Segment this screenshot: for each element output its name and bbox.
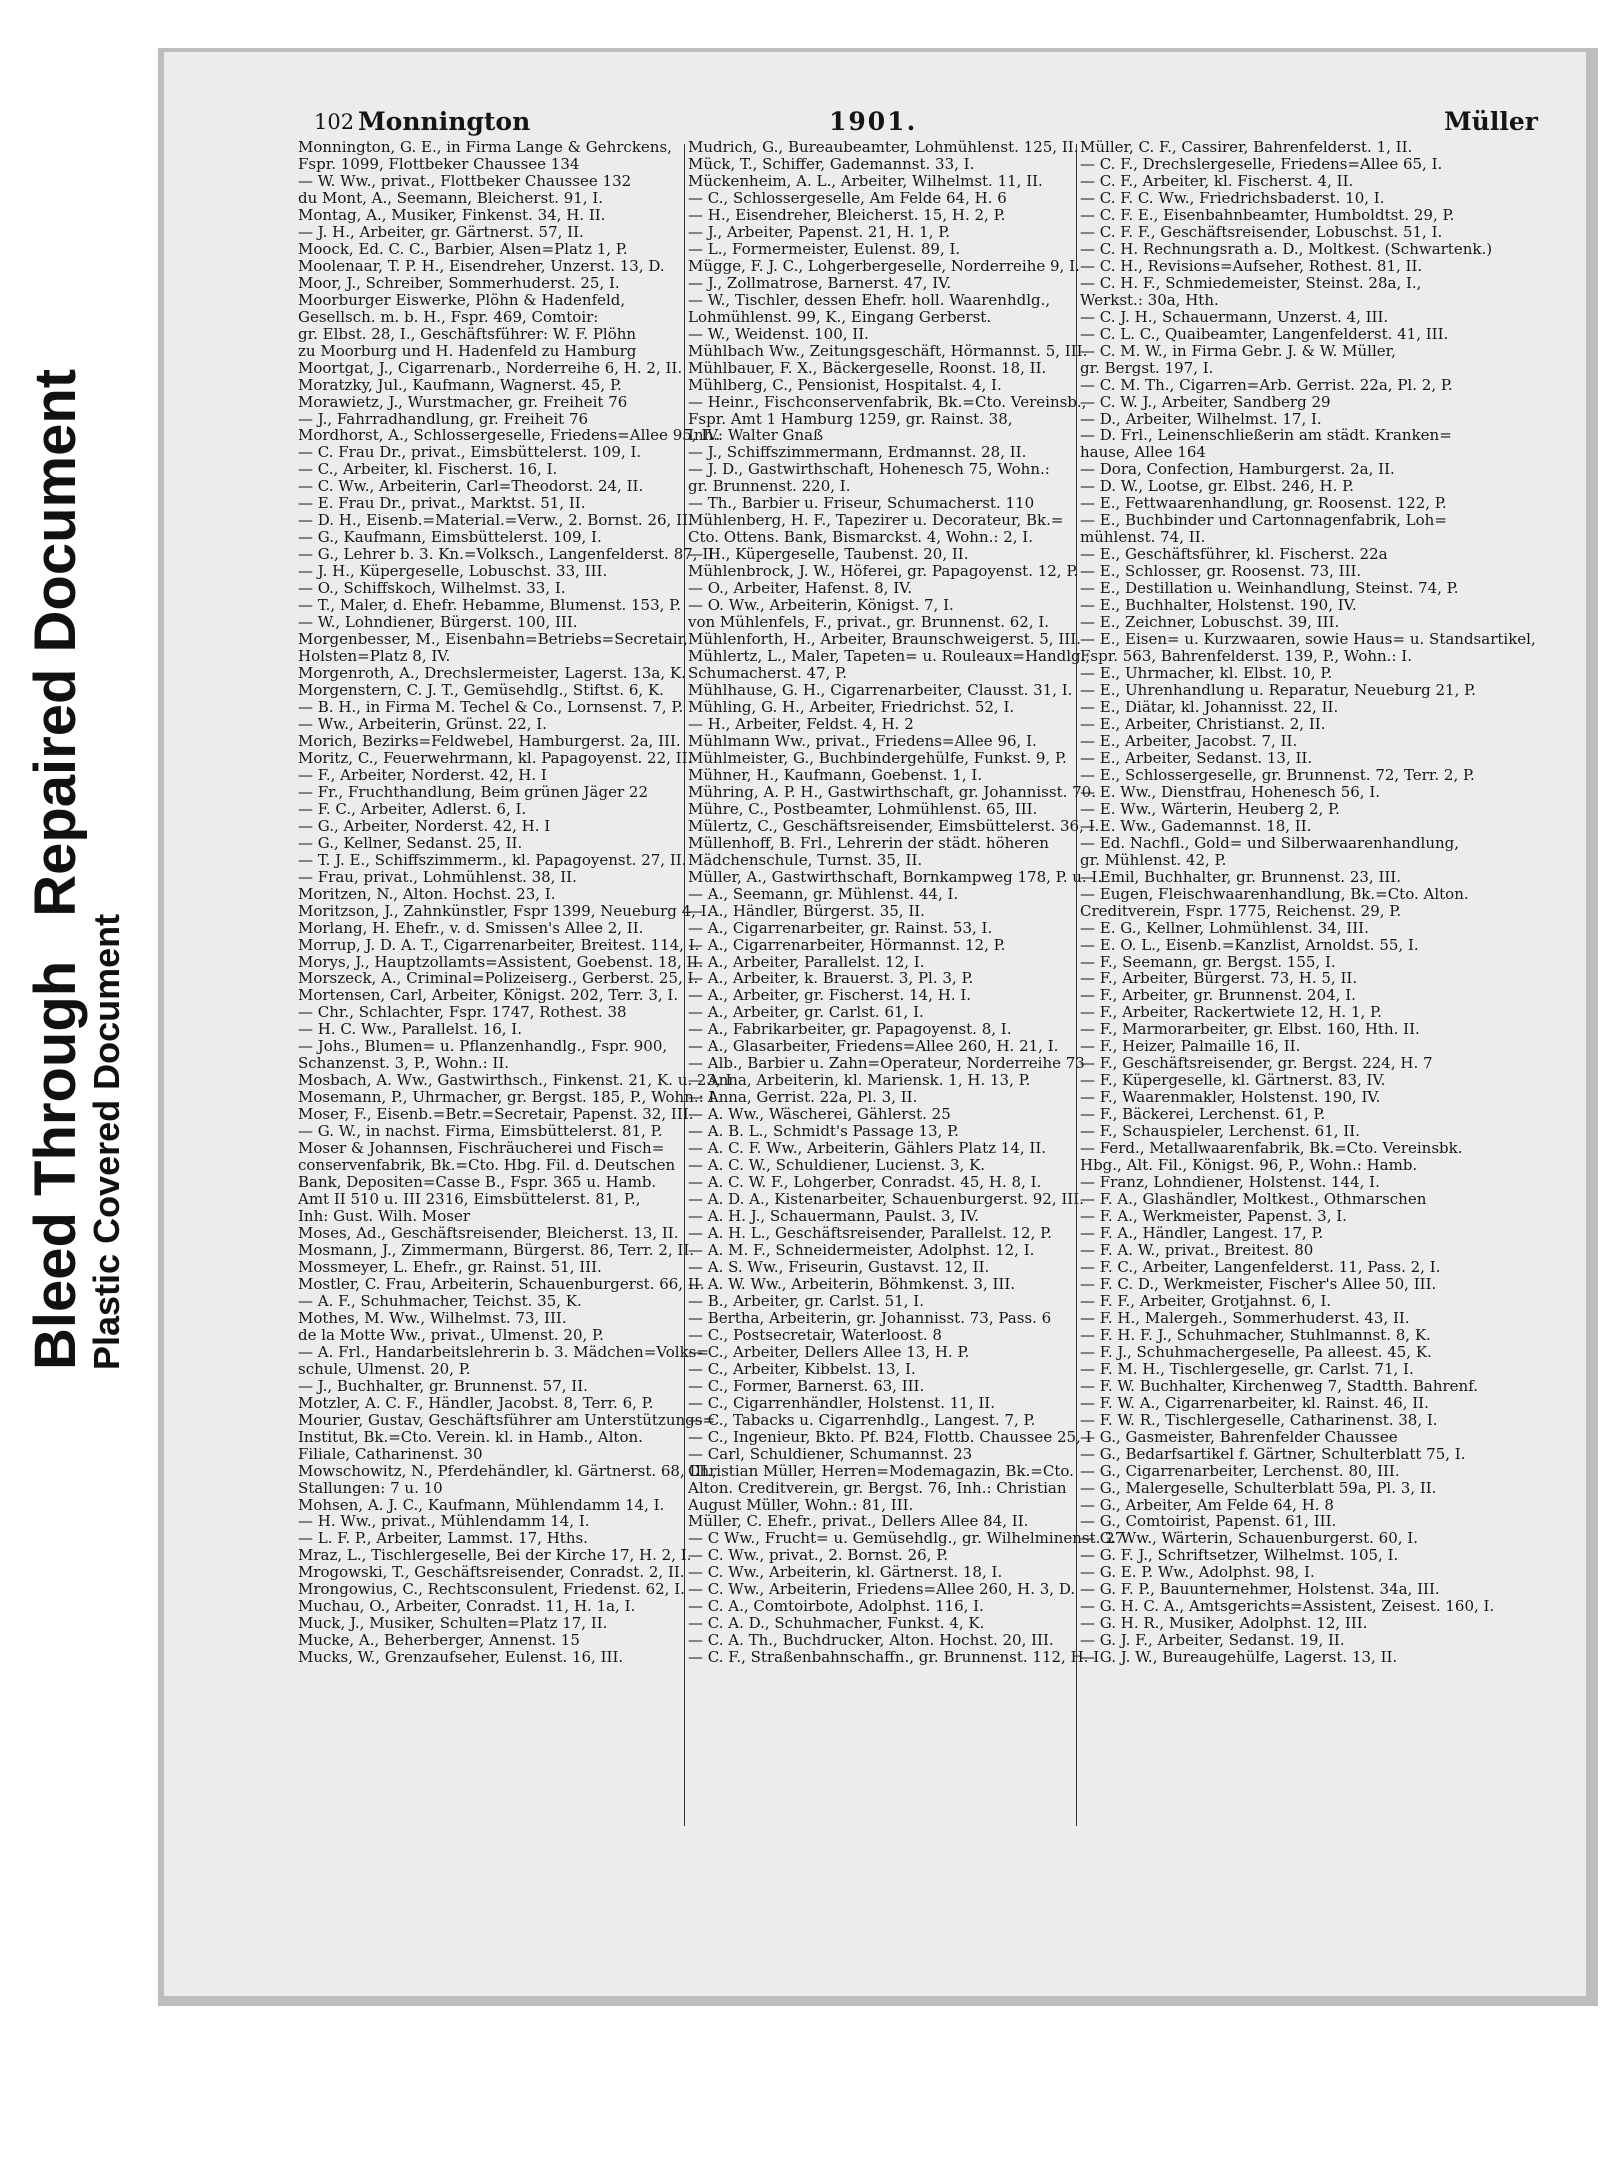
directory-entry: Mühring, A. P. H., Gastwirthschaft, gr. Johannisst. 70.	[688, 782, 1096, 801]
directory-entry: — F. A., Werkmeister, Papenst. 3, I.	[1080, 1207, 1347, 1226]
directory-entry: Amt II 510 u. III 2316, Eimsbüttelerst. 81, P.,	[298, 1190, 641, 1209]
directory-entry: — W., Weidenst. 100, II.	[688, 324, 869, 343]
directory-entry: — A., Arbeiter, Parallelst. 12, I.	[688, 952, 925, 971]
directory-entry: gr. Brunnenst. 220, I.	[688, 477, 851, 496]
directory-entry: — L., Formermeister, Eulenst. 89, I.	[688, 239, 961, 258]
directory-entry: — E., Buchbinder und Cartonnagenfabrik, Loh=	[1080, 511, 1447, 530]
directory-entry: Mädchenschule, Turnst. 35, II.	[688, 850, 923, 869]
directory-entry: — C., Schlossergeselle, Am Felde 64, H. 6	[688, 188, 1007, 207]
directory-entry: Moritz, C., Feuerwehrmann, kl. Papagoyenst. 22, II.	[298, 748, 693, 767]
directory-entry: — F. C., Arbeiter, Adlerst. 6, I.	[298, 799, 527, 818]
side-labels	[0, 0, 150, 2177]
directory-entry: — L. F. P., Arbeiter, Lammst. 17, Hths.	[298, 1529, 588, 1548]
directory-entry: — O. Ww., Arbeiterin, Königst. 7, I.	[688, 596, 954, 615]
directory-entry: Mühling, G. H., Arbeiter, Friedrichst. 52, I.	[688, 697, 1015, 716]
directory-entry: — O., Arbeiter, Hafenst. 8, IV.	[688, 579, 913, 598]
directory-entry: — F., Arbeiter, Bürgerst. 73, H. 5, II.	[1080, 969, 1358, 988]
directory-entry: Holsten=Platz 8, IV.	[298, 647, 451, 666]
directory-entry: Creditverein, Fspr. 1775, Reichenst. 29, P.	[1080, 901, 1402, 920]
directory-entry: Mossmeyer, L. Ehefr., gr. Rainst. 51, III.	[298, 1257, 602, 1276]
directory-entry: — F. M. H., Tischlergeselle, gr. Carlst. 71, I.	[1080, 1359, 1414, 1378]
directory-entry: — E., Arbeiter, Sedanst. 13, II.	[1080, 748, 1313, 767]
directory-entry: Moorburger Eiswerke, Plöhn & Hadenfeld,	[298, 290, 626, 309]
directory-entry: — Johs., Blumen= u. Pflanzenhandlg., Fspr. 900,	[298, 1037, 668, 1056]
directory-entry: — A., Arbeiter, gr. Fischerst. 14, H. I.	[688, 986, 972, 1005]
directory-entry: — G. H. C. A., Amtsgerichts=Assistent, Zeisest. 160, I.	[1080, 1597, 1495, 1616]
directory-entry: — C. A. D., Schuhmacher, Funkst. 4, K.	[688, 1614, 985, 1633]
directory-entry: — C. Ww., Arbeiterin, kl. Gärtnerst. 18, I.	[688, 1563, 1003, 1582]
directory-entry: Mückenheim, A. L., Arbeiter, Wilhelmst. 11, II.	[688, 171, 1043, 190]
directory-entry: Mühlenforth, H., Arbeiter, Braunschweigerst. 5, III.	[688, 630, 1081, 649]
directory-entry: Montag, A., Musiker, Finkenst. 34, H. II.	[298, 205, 606, 224]
directory-entry: gr. Mühlenst. 42, P.	[1080, 850, 1227, 869]
directory-entry: — C., Tabacks u. Cigarrenhdlg., Langest. 7, P.	[688, 1410, 1036, 1429]
directory-entry: Mügge, F. J. C., Lohgerbergeselle, Norderreihe 9, I.	[688, 256, 1080, 275]
directory-column-3	[1080, 138, 1536, 1667]
directory-entry: — W. Ww., privat., Flottbeker Chaussee 132	[298, 171, 632, 190]
directory-entry: Morys, J., Hauptzollamts=Assistent, Goebenst. 18, II.	[298, 952, 704, 971]
directory-entry: Moor, J., Schreiber, Sommerhuderst. 25, I.	[298, 273, 620, 292]
directory-entry: Moser, F., Eisenb.=Betr.=Secretair, Papenst. 32, III.	[298, 1105, 694, 1124]
directory-entry: Mülertz, C., Geschäftsreisender, Eimsbüttelerst. 36, I.	[688, 816, 1100, 835]
directory-entry: Mostler, C. Frau, Arbeiterin, Schauenburgerst. 66, II.	[298, 1274, 705, 1293]
directory-entry: Mühlmeister, G., Buchbindergehülfe, Funkst. 9, P.	[688, 748, 1067, 767]
directory-entry: — E., Uhrenhandlung u. Reparatur, Neueburg 21, P.	[1080, 681, 1476, 699]
directory-entry: — Eugen, Fleischwaarenhandlung, Bk.=Cto. Alton.	[1080, 884, 1469, 903]
directory-entry: Alton. Creditverein, gr. Bergst. 76, Inh.: Christian	[688, 1478, 1067, 1497]
directory-entry: Cto. Ottens. Bank, Bismarckst. 4, Wohn.: 2, I.	[688, 528, 1033, 547]
directory-entry: — F. C. D., Werkmeister, Fischer's Allee 50, III.	[1080, 1274, 1437, 1293]
directory-entry: — A. B. L., Schmidt's Passage 13, P.	[688, 1122, 959, 1141]
directory-entry: du Mont, A., Seemann, Bleicherst. 91, I.	[298, 188, 604, 207]
directory-entry: — H., Küpergeselle, Taubenst. 20, II.	[688, 545, 969, 564]
directory-entry: — G. F. P., Bauunternehmer, Holstenst. 34a, III.	[1080, 1580, 1440, 1599]
directory-entry: — A., Cigarrenarbeiter, Hörmannst. 12, P.	[688, 935, 1006, 954]
directory-entry: mühlenst. 74, II.	[1080, 528, 1206, 547]
directory-entry: — A. Frl., Handarbeitslehrerin b. 3. Mädchen=Volks=	[298, 1342, 709, 1361]
directory-entry: Fspr. 1099, Flottbeker Chaussee 134	[298, 154, 580, 173]
directory-entry: Morlang, H. Ehefr., v. d. Smissen's Allee 2, II.	[298, 918, 644, 937]
directory-entry: — G. Ww., Wärterin, Schauenburgerst. 60, I.	[1080, 1529, 1418, 1548]
directory-entry: — C. L. C., Quaibeamter, Langenfelderst. 41, III.	[1080, 324, 1449, 343]
directory-entry: Morawietz, J., Wurstmacher, gr. Freiheit 76	[298, 392, 628, 411]
directory-entry: — A. Ww., Wäscherei, Gählerst. 25	[688, 1105, 951, 1124]
directory-entry: — C. F. E., Eisenbahnbeamter, Humboldtst. 29, P.	[1080, 205, 1455, 224]
directory-entry: Mühner, H., Kaufmann, Goebenst. 1, I.	[688, 765, 983, 784]
directory-entry: — A. C. W., Schuldiener, Lucienst. 3, K.	[688, 1156, 986, 1175]
directory-entry: — D. W., Lootse, gr. Elbst. 246, H. P.	[1080, 477, 1354, 496]
directory-entry: — C. H. F., Schmiedemeister, Steinst. 28a, I.,	[1080, 273, 1422, 292]
directory-entry: — A. H. J., Schauermann, Paulst. 3, IV.	[688, 1207, 979, 1226]
directory-entry: — F. H. F. J., Schuhmacher, Stuhlmannst. 8, K.	[1080, 1325, 1431, 1344]
directory-entry: — J. H., Arbeiter, gr. Gärtnerst. 57, II.	[298, 222, 584, 241]
directory-entry: — J., Buchhalter, gr. Brunnenst. 57, II.	[298, 1376, 588, 1395]
directory-entry: Monnington, G. E., in Firma Lange & Gehrckens,	[298, 138, 672, 156]
directory-entry: — E., Uhrmacher, kl. Elbst. 10, P.	[1080, 664, 1333, 683]
directory-entry: — C., Ingenieur, Bkto. Pf. B24, Flottb. Chaussee 25, I	[688, 1427, 1092, 1446]
directory-entry: Mohsen, A. J. C., Kaufmann, Mühlendamm 14, I.	[298, 1495, 665, 1514]
directory-entry: — G., Arbeiter, Am Felde 64, H. 8	[1080, 1495, 1334, 1514]
directory-entry: Inh: Gust. Wilh. Moser	[298, 1207, 471, 1226]
directory-entry: Morgenstern, C. J. T., Gemüsehdlg., Stiftst. 6, K.	[298, 681, 664, 699]
directory-entry: Fspr. 563, Bahrenfelderst. 139, P., Wohn.: I.	[1080, 647, 1412, 666]
directory-entry: — F., Geschäftsreisender, gr. Bergst. 224, H. 7	[1080, 1054, 1433, 1073]
directory-entry: Schumacherst. 47, P.	[688, 664, 847, 683]
directory-entry: — C., Arbeiter, kl. Fischerst. 16, I.	[298, 460, 558, 479]
directory-entry: — E. Ww., Gademannst. 18, II.	[1080, 816, 1312, 835]
directory-entry: — Ferd., Metallwaarenfabrik, Bk.=Cto. Vereinsbk.	[1080, 1139, 1463, 1158]
directory-entry: — E., Zeichner, Lobuschst. 39, III.	[1080, 613, 1340, 632]
directory-entry: — A. S. Ww., Friseurin, Gustavst. 12, II.	[688, 1257, 990, 1276]
directory-entry: — F., Arbeiter, gr. Brunnenst. 204, I.	[1080, 986, 1356, 1005]
directory-entry: — C. J. H., Schauermann, Unzerst. 4, III.	[1080, 307, 1389, 326]
directory-entry: — C. F., Arbeiter, kl. Fischerst. 4, II.	[1080, 171, 1354, 190]
directory-entry: — E., Buchhalter, Holstenst. 190, IV.	[1080, 596, 1357, 615]
directory-entry: Morgenbesser, M., Eisenbahn=Betriebs=Secretair,	[298, 630, 688, 649]
directory-entry: — F., Schauspieler, Lerchenst. 61, II.	[1080, 1122, 1360, 1141]
directory-entry: Stallungen: 7 u. 10	[298, 1478, 443, 1497]
directory-entry: — B. H., in Firma M. Techel & Co., Lornsenst. 7, P.	[298, 697, 684, 716]
directory-entry: — G. F. J., Schriftsetzer, Wilhelmst. 105, I.	[1080, 1546, 1399, 1565]
directory-entry: — D. H., Eisenb.=Material.=Verw., 2. Bornst. 26, II.	[298, 511, 693, 530]
directory-entry: Inh.: Walter Gnaß	[688, 426, 824, 445]
directory-entry: Morgenroth, A., Drechslermeister, Lagerst. 13a, K.	[298, 664, 686, 683]
directory-entry: — Ed. Nachfl., Gold= und Silberwaarenhandlung,	[1080, 833, 1460, 852]
directory-entry: Moser & Johannsen, Fischräucherei und Fisch=	[298, 1139, 665, 1158]
directory-entry: — C. Ww., privat., 2. Bornst. 26, P.	[688, 1546, 949, 1565]
directory-entry: — E. Ww., Dienstfrau, Hohenesch 56, I.	[1080, 782, 1381, 801]
directory-entry: — B., Arbeiter, gr. Carlst. 51, I.	[688, 1291, 924, 1310]
directory-entry: — C. A., Comtoirbote, Adolphst. 116, I.	[688, 1597, 984, 1616]
directory-entry: Mück, T., Schiffer, Gademannst. 33, I.	[688, 154, 975, 173]
directory-entry: — Fr., Fruchthandlung, Beim grünen Jäger 22	[298, 782, 649, 801]
directory-entry: — G. E. P. Ww., Adolphst. 98, I.	[1080, 1563, 1315, 1582]
repaired-document-label: Repaired Document	[23, 368, 88, 917]
directory-entry: — H. C. Ww., Parallelst. 16, I.	[298, 1020, 522, 1039]
directory-entry: — A. W. Ww., Arbeiterin, Böhmkenst. 3, III.	[688, 1274, 1016, 1293]
directory-entry: — F., Arbeiter, Rackertwiete 12, H. 1, P.	[1080, 1003, 1382, 1022]
directory-entry: — C., Former, Barnerst. 63, III.	[688, 1376, 925, 1395]
directory-entry: — G., Kaufmann, Eimsbüttelerst. 109, I.	[298, 528, 602, 547]
directory-entry: — T. J. E., Schiffszimmerm., kl. Papagoyenst. 27, II.	[298, 850, 687, 869]
directory-entry: — D. Frl., Leinenschließerin am städt. Kranken=	[1080, 426, 1452, 445]
directory-entry: — C. F. F., Geschäftsreisender, Lobuschst. 51, I.	[1080, 222, 1443, 241]
directory-entry: Filiale, Catharinenst. 30	[298, 1444, 483, 1463]
directory-entry: — E., Diätar, kl. Johannisst. 22, II.	[1080, 697, 1339, 716]
directory-entry: — Chr., Schlachter, Fspr. 1747, Rothest. 38	[298, 1003, 627, 1022]
directory-entry: — F. W. Buchhalter, Kirchenweg 7, Stadtth. Bahrenf.	[1080, 1376, 1478, 1395]
directory-entry: Muck, J., Musiker, Schulten=Platz 17, II.	[298, 1614, 608, 1633]
directory-entry: Müllenhoff, B. Frl., Lehrerin der städt. höheren	[688, 833, 1049, 852]
directory-entry: — Ww., Arbeiterin, Grünst. 22, I.	[298, 714, 547, 733]
directory-entry: Mühlberg, C., Pensionist, Hospitalst. 4, I.	[688, 375, 1002, 394]
directory-entry: Mucke, A., Beherberger, Annenst. 15	[298, 1631, 580, 1650]
directory-entry: — F. A. W., privat., Breitest. 80	[1080, 1240, 1314, 1259]
directory-entry: — C., Arbeiter, Dellers Allee 13, H. P.	[688, 1342, 970, 1361]
directory-entry: — W., Lohndiener, Bürgerst. 100, III.	[298, 613, 578, 632]
directory-entry: — A. H. L., Geschäftsreisender, Parallelst. 12, P.	[688, 1224, 1052, 1242]
directory-entry: — J., Schiffszimmermann, Erdmannst. 28, II.	[688, 443, 1027, 462]
directory-entry: — H., Eisendreher, Bleicherst. 15, H. 2, P.	[688, 205, 1006, 224]
directory-entry: — C Ww., Frucht= u. Gemüsehdlg., gr. Wilhelminenst. 27	[688, 1529, 1125, 1548]
directory-entry: Mühlertz, L., Maler, Tapeten= u. Rouleaux=Handlg.,	[688, 647, 1091, 666]
directory-entry: — W., Tischler, dessen Ehefr. holl. Waarenhdlg.,	[688, 290, 1051, 309]
directory-entry: — G., Kellner, Sedanst. 25, II.	[298, 833, 523, 852]
directory-entry: Mühlbach Ww., Zeitungsgeschäft, Hörmannst. 5, III.	[688, 341, 1088, 360]
directory-entry: conservenfabrik, Bk.=Cto. Hbg. Fil. d. Deutschen	[298, 1156, 676, 1175]
directory-entry: — J., Fahrradhandlung, gr. Freiheit 76	[298, 409, 589, 428]
directory-entry: Mühlbauer, F. X., Bäckergeselle, Roonst. 18, II.	[688, 358, 1047, 377]
directory-entry: — Anna, Arbeiterin, kl. Mariensk. 1, H. 13, P.	[688, 1071, 1031, 1090]
directory-entry: — C. Frau Dr., privat., Eimsbüttelerst. 109, I.	[298, 443, 642, 462]
directory-entry: August Müller, Wohn.: 81, III.	[688, 1495, 914, 1514]
directory-entry: — F., Küpergeselle, kl. Gärtnerst. 83, IV.	[1080, 1071, 1386, 1090]
directory-entry: — J. H., Küpergeselle, Lobuschst. 33, III.	[298, 562, 608, 581]
directory-entry: Morszeck, A., Criminal=Polizeiserg., Gerberst. 25, I.	[298, 969, 699, 988]
directory-entry: — F., Marmorarbeiter, gr. Elbst. 160, Hth. II.	[1080, 1020, 1420, 1039]
directory-entry: — J. D., Gastwirthschaft, Hohenesch 75, Wohn.:	[688, 460, 1050, 479]
directory-entry: — C. M. Th., Cigarren=Arb. Gerrist. 22a, Pl. 2, P.	[1080, 375, 1453, 394]
directory-column-2	[688, 138, 1125, 1667]
page-number: 102	[314, 110, 355, 134]
directory-entry: Moratzky, Jul., Kaufmann, Wagnerst. 45, P.	[298, 375, 622, 394]
directory-entry: — Dora, Confection, Hamburgerst. 2a, II.	[1080, 460, 1395, 479]
directory-entry: — F. W. R., Tischlergeselle, Catharinenst. 38, I.	[1080, 1410, 1438, 1429]
directory-entry: — G., Gasmeister, Bahrenfelder Chaussee	[1080, 1427, 1398, 1446]
directory-entry: — C. H., Revisions=Aufseher, Rothest. 81, II.	[1080, 256, 1423, 275]
directory-entry: — A., Cigarrenarbeiter, gr. Rainst. 53, I.	[688, 918, 993, 937]
directory-entry: — J., Arbeiter, Papenst. 21, H. 1, P.	[688, 222, 951, 241]
directory-entry: — C. F. C. Ww., Friedrichsbaderst. 10, I.	[1080, 188, 1385, 207]
directory-entry: — G., Malergeselle, Schulterblatt 59a, Pl. 3, II.	[1080, 1478, 1437, 1497]
directory-entry: — Th., Barbier u. Friseur, Schumacherst. 110	[688, 494, 1035, 513]
directory-entry: — G., Cigarrenarbeiter, Lerchenst. 80, III.	[1080, 1461, 1400, 1480]
directory-entry: — A. M. F., Schneidermeister, Adolphst. 12, I.	[688, 1240, 1035, 1259]
directory-entry: Gesellsch. m. b. H., Fspr. 469, Comtoir:	[298, 307, 599, 326]
directory-entry: — C. Ww., Arbeiterin, Friedens=Allee 260, H. 3, D.	[688, 1580, 1076, 1599]
directory-entry: Lohmühlenst. 99, K., Eingang Gerberst.	[688, 307, 992, 326]
directory-entry: Mühlhause, G. H., Cigarrenarbeiter, Clausst. 31, I.	[688, 681, 1073, 699]
directory-entry: Müller, C. F., Cassirer, Bahrenfelderst. 1, II.	[1080, 138, 1413, 156]
directory-entry: Moortgat, J., Cigarrenarb., Norderreihe 6, H. 2, II.	[298, 358, 683, 377]
directory-entry: — G., Comtoirist, Papenst. 61, III.	[1080, 1512, 1337, 1531]
directory-entry: Morich, Bezirks=Feldwebel, Hamburgerst. 2a, III.	[298, 731, 681, 750]
directory-entry: — Carl, Schuldiener, Schumannst. 23	[688, 1444, 973, 1463]
directory-entry: Christian Müller, Herren=Modemagazin, Bk.=Cto.	[688, 1461, 1074, 1480]
directory-entry: — F. A., Händler, Langest. 17, P.	[1080, 1224, 1324, 1242]
directory-entry: — A. C. W. F., Lohgerber, Conradst. 45, H. 8, I.	[688, 1173, 1042, 1192]
directory-entry: — A., Arbeiter, k. Brauerst. 3, Pl. 3, P.	[688, 969, 974, 988]
directory-entry: Mothes, M. Ww., Wilhelmst. 73, III.	[298, 1308, 567, 1327]
directory-entry: — A. D. A., Kistenarbeiter, Schauenburgerst. 92, III.	[688, 1190, 1084, 1209]
directory-entry: — F. A., Glashändler, Moltkest., Othmarschen	[1080, 1190, 1427, 1209]
directory-entry: — Bertha, Arbeiterin, gr. Johannisst. 73, Pass. 6	[688, 1308, 1052, 1327]
directory-entry: Mortensen, Carl, Arbeiter, Königst. 202, Terr. 3, I.	[298, 986, 679, 1005]
directory-entry: — O., Schiffskoch, Wilhelmst. 33, I.	[298, 579, 566, 598]
directory-entry: — Anna, Gerrist. 22a, Pl. 3, II.	[688, 1088, 918, 1107]
directory-entry: — G. J. F., Arbeiter, Sedanst. 19, II.	[1080, 1631, 1345, 1650]
directory-entry: — C., Arbeiter, Kibbelst. 13, I.	[688, 1359, 916, 1378]
directory-entry: Hbg., Alt. Fil., Königst. 96, P., Wohn.: Hamb.	[1080, 1156, 1418, 1175]
directory-entry: — F. F., Arbeiter, Grotjahnst. 6, I.	[1080, 1291, 1332, 1310]
directory-entry: Moolenaar, T. P. H., Eisendreher, Unzerst. 13, D.	[298, 256, 665, 275]
directory-entry: Müller, A., Gastwirthschaft, Bornkampweg 178, P. u. I.	[688, 867, 1103, 886]
directory-entry: — E. G., Kellner, Lohmühlenst. 34, III.	[1080, 918, 1369, 937]
directory-entry: — A., Glasarbeiter, Friedens=Allee 260, H. 21, I.	[688, 1037, 1059, 1056]
directory-entry: Mucks, W., Grenzaufseher, Eulenst. 16, III.	[298, 1648, 624, 1667]
page-bottom-margin	[150, 2006, 1600, 2177]
directory-entry: — E., Geschäftsführer, kl. Fischerst. 22a	[1080, 545, 1388, 564]
directory-entry: — F., Waarenmakler, Holstenst. 190, IV.	[1080, 1088, 1381, 1107]
directory-entry: — F. W. A., Cigarrenarbeiter, kl. Rainst. 46, II.	[1080, 1393, 1429, 1412]
directory-entry: Mourier, Gustav, Geschäftsführer am Unterstützungs=	[298, 1410, 716, 1429]
directory-entry: — E., Schlossergeselle, gr. Brunnenst. 72, Terr. 2, P.	[1080, 765, 1475, 784]
directory-entry: — F., Bäckerei, Lerchenst. 61, P.	[1080, 1105, 1326, 1124]
directory-entry: — D., Arbeiter, Wilhelmst. 17, I.	[1080, 409, 1322, 428]
directory-entry: Müller, C. Ehefr., privat., Dellers Allee 84, II.	[688, 1512, 1029, 1531]
directory-entry: — C. F., Straßenbahnschaffn., gr. Brunnenst. 112, H. I	[688, 1648, 1100, 1667]
directory-entry: — E. Ww., Wärterin, Heuberg 2, P.	[1080, 799, 1340, 818]
directory-entry: — G., Lehrer b. 3. Kn.=Volksch., Langenfelderst. 87, II	[298, 545, 715, 564]
directory-entry: — E., Fettwaarenhandlung, gr. Roosenst. 122, P.	[1080, 494, 1447, 513]
directory-entry: — A. C. F. Ww., Arbeiterin, Gählers Platz 14, II.	[688, 1139, 1047, 1158]
directory-entry: — E. Frau Dr., privat., Marktst. 51, II.	[298, 494, 586, 513]
directory-entry: — F. J., Schuhmachergeselle, Pa alleest. 45, K.	[1080, 1342, 1432, 1361]
directory-entry: zu Moorburg und H. Hadenfeld zu Hamburg	[298, 341, 637, 360]
directory-entry: Moritzson, J., Zahnkünstler, Fspr 1399, Neueburg 4, I.	[298, 901, 712, 920]
directory-entry: — G., Arbeiter, Norderst. 42, H. I	[298, 816, 551, 835]
directory-entry: Mraz, L., Tischlergeselle, Bei der Kirche 17, H. 2, I.	[298, 1546, 692, 1565]
directory-entry: hause, Allee 164	[1080, 443, 1206, 462]
directory-entry: — H. Ww., privat., Mühlendamm 14, I.	[298, 1512, 590, 1531]
directory-entry: — C. H. Rechnungsrath a. D., Moltkest. (Schwartenk.)	[1080, 239, 1493, 258]
directory-entry: — E., Schlosser, gr. Roosenst. 73, III.	[1080, 562, 1362, 581]
directory-entry: — A. F., Schuhmacher, Teichst. 35, K.	[298, 1291, 582, 1310]
directory-column-1	[298, 138, 732, 1667]
directory-entry: — Frau, privat., Lohmühlenst. 38, II.	[298, 867, 577, 886]
directory-entry: — G. W., in nachst. Firma, Eimsbüttelerst. 81, P.	[298, 1122, 663, 1141]
header-right-keyword: Müller	[1444, 107, 1538, 136]
directory-entry: Bank, Depositen=Casse B., Fspr. 365 u. Hamb.	[298, 1173, 657, 1192]
directory-entry: — C. M. W., in Firma Gebr. J. & W. Müller,	[1080, 341, 1396, 360]
directory-entry: Institut, Bk.=Cto. Verein. kl. in Hamb., Alton.	[298, 1427, 643, 1446]
directory-entry: Fspr. Amt 1 Hamburg 1259, gr. Rainst. 38,	[688, 409, 1013, 428]
directory-entry: — J., Zollmatrose, Barnerst. 47, IV.	[688, 273, 952, 292]
directory-entry: — Alb., Barbier u. Zahn=Operateur, Norderreihe 73	[688, 1054, 1085, 1073]
directory-entry: — E. O. L., Eisenb.=Kanzlist, Arnoldst. 55, I.	[1080, 935, 1419, 954]
directory-entry: Mühlmann Ww., privat., Friedens=Allee 96, I.	[688, 731, 1037, 750]
directory-entry: de la Motte Ww., privat., Ulmenst. 20, P.	[298, 1325, 604, 1344]
directory-entry: gr. Bergst. 197, I.	[1080, 358, 1214, 377]
directory-entry: — G., Bedarfsartikel f. Gärtner, Schulterblatt 75, I.	[1080, 1444, 1466, 1463]
directory-entry: Mosbach, A. Ww., Gastwirthsch., Finkenst. 21, K. u. 23, I	[298, 1071, 732, 1090]
directory-entry: Muchau, O., Arbeiter, Conradst. 11, H. 1a, I.	[298, 1597, 636, 1616]
directory-entry: Mordhorst, A., Schlossergeselle, Friedens=Allee 95, IV.	[298, 426, 721, 445]
directory-entry: Mrogowski, T., Geschäftsreisender, Conradst. 2, II.	[298, 1563, 685, 1582]
directory-entry: Motzler, A. C. F., Händler, Jacobst. 8, Terr. 6, P.	[298, 1393, 654, 1412]
directory-entry: — A., Fabrikarbeiter, gr. Papagoyenst. 8, I.	[688, 1020, 1012, 1039]
directory-entry: — C., Cigarrenhändler, Holstenst. 11, II.	[688, 1393, 995, 1412]
directory-entry: — F., Heizer, Palmaille 16, II.	[1080, 1037, 1301, 1056]
directory-entry: Werkst.: 30a, Hth.	[1080, 290, 1219, 309]
directory-entry: von Mühlenfels, F., privat., gr. Brunnenst. 62, I.	[688, 613, 1050, 632]
directory-entry: Mudrich, G., Bureaubeamter, Lohmühlenst. 125, II.	[688, 138, 1079, 156]
directory-entry: — C. Ww., Arbeiterin, Carl=Theodorst. 24, II.	[298, 477, 644, 496]
directory-entry: — E., Eisen= u. Kurzwaaren, sowie Haus= u. Standsartikel,	[1080, 630, 1536, 649]
directory-entry: — E., Arbeiter, Jacobst. 7, II.	[1080, 731, 1298, 750]
directory-entry: Mrongowius, C., Rechtsconsulent, Friedenst. 62, I.	[298, 1580, 685, 1599]
directory-entry: — E., Arbeiter, Christianst. 2, II.	[1080, 714, 1326, 733]
directory-entry: — A., Arbeiter, gr. Carlst. 61, I.	[688, 1003, 924, 1022]
directory-entry: — F. H., Malergeh., Sommerhuderst. 43, II.	[1080, 1308, 1410, 1327]
directory-entry: — H., Arbeiter, Feldst. 4, H. 2	[688, 714, 914, 733]
directory-entry: schule, Ulmenst. 20, P.	[298, 1359, 471, 1378]
directory-entry: — C. W. J., Arbeiter, Sandberg 29	[1080, 392, 1331, 411]
directory-entry: Moock, Ed. C. C., Barbier, Alsen=Platz 1, P.	[298, 239, 628, 258]
directory-entry: Mühre, C., Postbeamter, Lohmühlenst. 65, III.	[688, 799, 1038, 818]
directory-entry: Moses, Ad., Geschäftsreisender, Bleicherst. 13, II.	[298, 1224, 679, 1242]
directory-entry: — E., Destillation u. Weinhandlung, Steinst. 74, P.	[1080, 579, 1459, 598]
directory-entry: gr. Elbst. 28, I., Geschäftsführer: W. F. Plöhn	[298, 324, 637, 343]
directory-entry: Mosemann, P., Uhrmacher, gr. Bergst. 185, P., Wohn.: I	[298, 1088, 715, 1107]
directory-entry: — A., Händler, Bürgerst. 35, II.	[688, 901, 925, 920]
bleed-through-label: Bleed Through	[23, 960, 88, 1370]
directory-entry: Mosmann, J., Zimmermann, Bürgerst. 86, Terr. 2, II.	[298, 1240, 695, 1259]
directory-entry: — F., Seemann, gr. Bergst. 155, I.	[1080, 952, 1336, 971]
directory-entry: — Heinr., Fischconservenfabrik, Bk.=Cto. Vereinsb.,	[688, 392, 1087, 411]
directory-entry: Mühlenberg, H. F., Tapezirer u. Decorateur, Bk.=	[688, 511, 1064, 530]
directory-entry: — C., Postsecretair, Waterloost. 8	[688, 1325, 942, 1344]
directory-entry: Morrup, J. D. A. T., Cigarrenarbeiter, Breitest. 114, I.	[298, 935, 700, 954]
directory-entry: — G. H. R., Musiker, Adolphst. 12, III.	[1080, 1614, 1368, 1633]
plastic-covered-label: Plastic Covered Document	[86, 913, 127, 1370]
header-year: 1901.	[829, 107, 918, 136]
directory-entry: Mowschowitz, N., Pferdehändler, kl. Gärtnerst. 68, III.,	[298, 1461, 717, 1480]
directory-entry: — G. J. W., Bureaugehülfe, Lagerst. 13, II.	[1080, 1648, 1398, 1667]
directory-entry: Moritzen, N., Alton. Hochst. 23, I.	[298, 884, 556, 903]
directory-entry: — Franz, Lohndiener, Holstenst. 144, I.	[1080, 1173, 1380, 1192]
document-condition-tags	[22, 369, 89, 1370]
header-left-keyword: Monnington	[358, 107, 531, 136]
directory-entry: — Emil, Buchhalter, gr. Brunnenst. 23, III.	[1080, 867, 1401, 886]
directory-entry: Schanzenst. 3, P., Wohn.: II.	[298, 1054, 510, 1073]
directory-entry: — C. F., Drechslergeselle, Friedens=Allee 65, I.	[1080, 154, 1443, 173]
directory-entry: Mühlenbrock, J. W., Höferei, gr. Papagoyenst. 12, P.	[688, 562, 1079, 581]
directory-entry: — F. C., Arbeiter, Langenfelderst. 11, Pass. 2, I.	[1080, 1257, 1441, 1276]
directory-entry: — T., Maler, d. Ehefr. Hebamme, Blumenst. 153, P.	[298, 596, 681, 615]
directory-entry: — A., Seemann, gr. Mühlenst. 44, I.	[688, 884, 959, 903]
directory-entry: — C. A. Th., Buchdrucker, Alton. Hochst. 20, III.	[688, 1631, 1054, 1650]
directory-entry: — F., Arbeiter, Norderst. 42, H. I	[298, 765, 547, 784]
